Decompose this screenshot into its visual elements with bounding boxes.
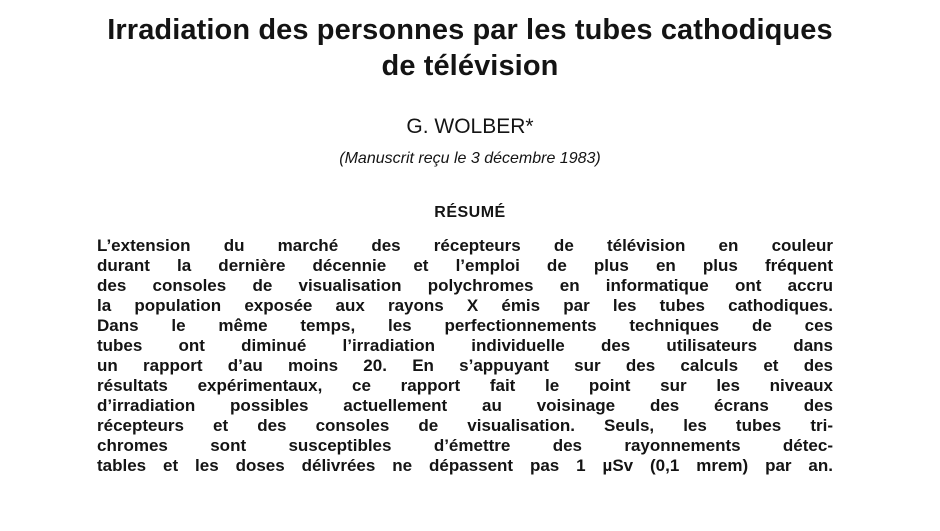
abstract-line: des consoles de visualisation polychromes en informatique ont accru [97, 276, 833, 295]
abstract-line: tubes ont diminué l’irradiation individuelle des utilisateurs dans [97, 336, 833, 355]
abstract-line: récepteurs et des consoles de visualisation. Seuls, les tubes tri- [97, 416, 833, 435]
abstract-heading: RÉSUMÉ [434, 204, 506, 221]
author-name: G. WOLBER* [406, 115, 534, 138]
abstract-body [97, 236, 833, 476]
manuscript-received-date: (Manuscrit reçu le 3 décembre 1983) [339, 150, 601, 167]
title-line-2: de télévision [381, 50, 559, 82]
paper-title [20, 12, 920, 84]
abstract-line: résultats expérimentaux, ce rapport fait le point sur les niveaux [97, 376, 833, 395]
title-line-1: Irradiation des personnes par les tubes cathodiques [107, 14, 833, 46]
abstract-line: Dans le même temps, les perfectionnements techniques de ces [97, 316, 833, 335]
abstract-line: chromes sont susceptibles d’émettre des rayonnements détec- [97, 436, 833, 455]
abstract-line: la population exposée aux rayons X émis par les tubes cathodiques. [97, 296, 833, 315]
abstract-line: durant la dernière décennie et l’emploi de plus en plus fréquent [97, 256, 833, 275]
abstract-line: un rapport d’au moins 20. En s’appuyant sur des calculs et des [97, 356, 833, 375]
abstract-line: tables et les doses délivrées ne dépassent pas 1 µSv (0,1 mrem) par an. [97, 456, 833, 475]
abstract-line: L’extension du marché des récepteurs de télévision en couleur [97, 236, 833, 255]
abstract-line: d’irradiation possibles actuellement au voisinage des écrans des [97, 396, 833, 415]
